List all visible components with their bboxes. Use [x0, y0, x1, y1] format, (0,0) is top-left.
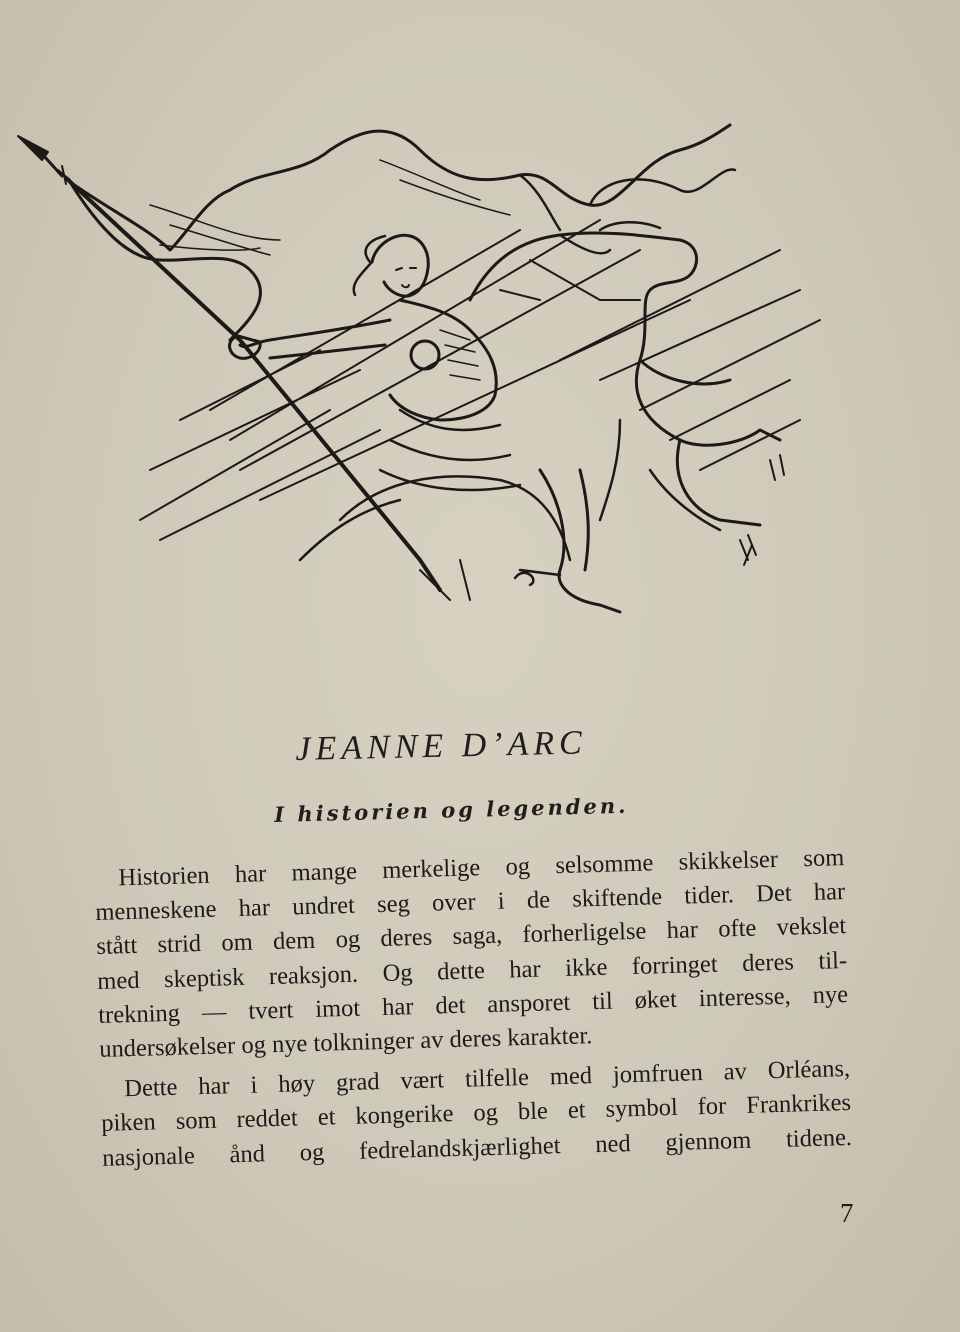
- illustration-jeanne-darc-on-horse: [0, 100, 960, 660]
- page-number: 7: [840, 1198, 854, 1228]
- chapter-title: JEANNE D’ARC: [295, 724, 588, 768]
- text-line: Dette har i høy grad vært tilfelle med jomfruen av Orléans,: [123, 1055, 851, 1103]
- text-line: undersøkelser og nye tolkninger av deres karakter.: [98, 1022, 593, 1063]
- text-line: Historien har mange merkelige og selsomme skikkelser som: [118, 844, 845, 892]
- text-line: trekning — tvert imot har det ansporet til øket interesse, nye: [97, 980, 849, 1029]
- text-line: menneskene har undret seg over i de skiftende tider. Det har: [95, 878, 846, 927]
- chapter-subtitle: I historien og legenden.: [274, 792, 629, 827]
- text-line: piken som reddet et kongerike og ble et symbol for Frankrikes: [100, 1089, 852, 1138]
- text-line: nasjonale ånd og fedrelandskjærlighet ned gjennom tidene.: [101, 1123, 853, 1172]
- text-line: med skeptisk reaksjon. Og dette har ikke forringet deres til-: [96, 946, 848, 995]
- body-text: [94, 841, 852, 1176]
- paragraph-1: [94, 841, 849, 1067]
- text-line: stått strid om dem og deres saga, forherligelse har ofte vekslet: [95, 912, 847, 961]
- paragraph-2: [100, 1052, 853, 1176]
- ink-sketch-icon: [0, 100, 960, 660]
